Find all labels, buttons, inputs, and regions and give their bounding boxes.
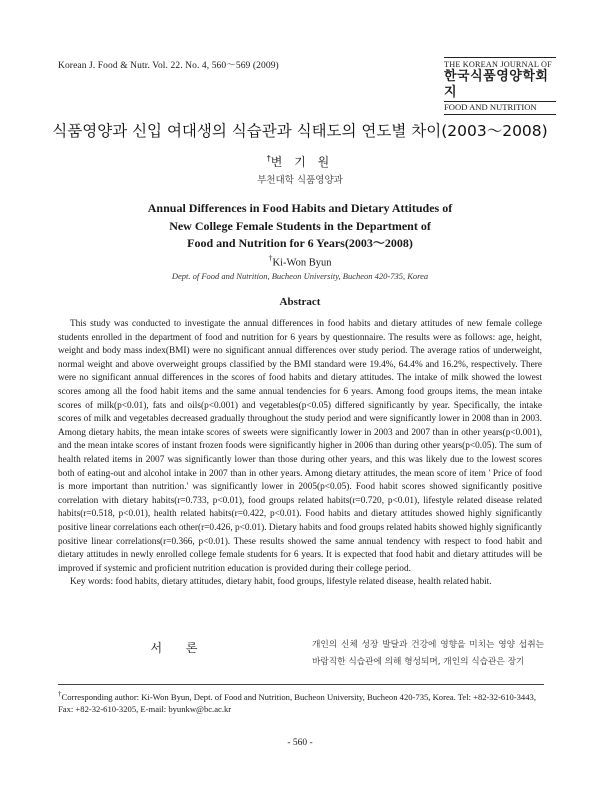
title-korean: 식품영양과 신입 여대생의 식습관과 식태도의 연도별 차이(2003～2008) xyxy=(52,122,548,140)
title-english-line: Food and Nutrition for 6 Years(2003～2008) xyxy=(187,236,413,250)
keywords: Key words: food habits, dietary attitudes, dietary habit, food groups, lifestyle related disease, health related habit. xyxy=(70,577,492,588)
title-english-line: New College Female Students in the Department of xyxy=(169,218,431,233)
footnote-text: Corresponding author: Ki-Won Byun, Dept. of Food and Nutrition, Bucheon University, Bucheon 420-735, Korea. Tel: +82-32-610-3443, Fax: +82-32-610-3205, E-mail: byunkw@bc.ac.kr xyxy=(58,691,536,715)
journal-name-en-sub: FOOD AND NUTRITION xyxy=(444,101,556,114)
author-english xyxy=(0,254,600,269)
abstract-heading: Abstract xyxy=(279,296,321,308)
author-korean xyxy=(0,153,600,170)
author-english-name: Ki-Won Byun xyxy=(272,257,332,269)
abstract-section xyxy=(58,318,542,590)
title-english xyxy=(0,200,600,253)
abstract-body: This study was conducted to investigate the annual differences in food habits and dietary attitudes of new female college students enrolled in the department of food and nutrition for 6 years by questionnaire. The results were as follows: age, height, weight and body mass index(BMI) were no significant annual differences over study period. The average ratios of underweight, normal weight and above overweight groups classified by the BMI standard were 19.4%, 64.4% and 16.2%, respectively. There were no significant annual differences in the scores of food habits and dietary attitudes. The intake of milk showed the lowest scores among all the food habit items and the same annual tendencies for 6 years. Among food groups items, the mean intake scores of milk(p<0.01), fats and oils(p<0.001) and vegetables(p<0.05) differed significantly by year. Specifically, the intake scores of milk and vegetables decreased gradually throughout the study period and were significantly lower in 2008 than in 2003. Among dietary habits, the mean intake scores of sweets were significantly lower in 2003 and 2007 than in other years(p<0.001), and the mean intake scores of instant frozen foods were significantly higher in 2006 than during other years(p<0.05). The sum of health related items in 2007 was significantly lower than those during other years, and this was likely due to the lowest scores both of eating-out and alcohol intake in 2007 than in other years. Among dietary attitudes, the mean score of item ' Price of food is more important than nutrition.' was significantly lower in 2005(p<0.05). Food habit scores showed significantly positive correlation with dietary habits(r=0.733, p<0.01), food groups related habits(r=0.720, p<0.01), lifestyle related disease related habits(r=0.518, p<0.01), health related habits(r=0.422, p<0.01). Food habits and dietary attitudes showed highly significantly positive linear correlations each other(r=0.426, p<0.01). Dietary habits and food groups related habits showed highly significantly positive linear correlations(r=0.366, p<0.01). These results showed the same annual tendency with respect to food habit and dietary attitudes in newly enrolled college female students for 6 years. It is expected that food habit and dietary attitudes will be improved if systemic and proficient nutrition education is provided during their college period. xyxy=(58,319,542,574)
corresponding-mark: † xyxy=(268,254,273,263)
affiliation-english: Dept. of Food and Nutrition, Bucheon University, Bucheon 420-735, Korea xyxy=(171,271,429,281)
page-number: - 560 - xyxy=(287,738,313,748)
title-english-line: Annual Differences in Food Habits and Dietary Attitudes of xyxy=(147,201,453,215)
footnote-divider xyxy=(58,684,544,685)
journal-citation: Korean J. Food & Nutr. Vol. 22. No. 4, 560～569 (2009) xyxy=(58,61,279,71)
footnote xyxy=(58,688,544,716)
corresponding-mark: † xyxy=(58,690,62,698)
introduction-text: 개인의 신체 성장 발달과 건강에 영향을 미치는 영양 섭취는 바람직한 식습관에 의해 형성되며, 개인의 식습관은 장기 xyxy=(312,640,544,667)
affiliation-korean: 부천대학 식품영양과 xyxy=(257,175,343,186)
introduction-heading: 서 론 xyxy=(150,641,208,655)
author-korean-name: 변 기 원 xyxy=(270,155,334,169)
journal-name-ko: 한국식품영양학회지 xyxy=(444,69,549,100)
journal-name-en: THE KOREAN JOURNAL OF xyxy=(444,60,552,69)
corresponding-mark: † xyxy=(266,154,271,163)
journal-logo-box xyxy=(444,57,556,115)
